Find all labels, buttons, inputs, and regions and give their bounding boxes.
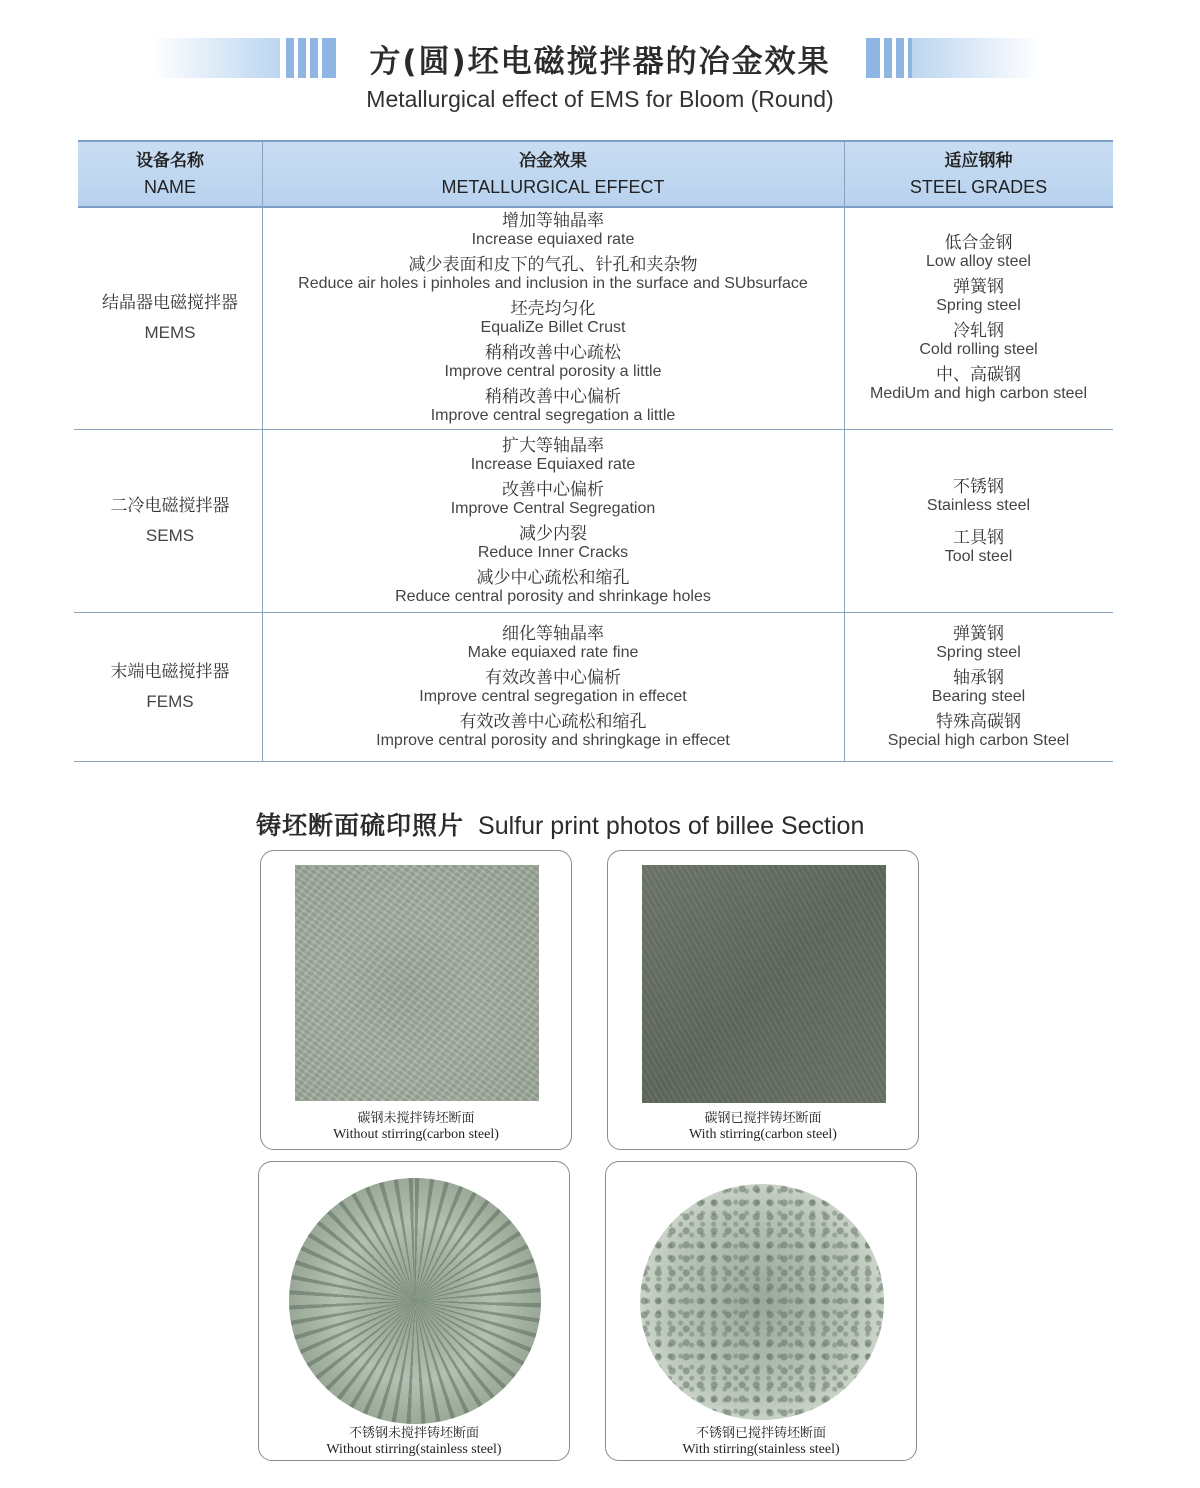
photo-caption: 碳钢已搅拌铸坯断面 With stirring(carbon steel) xyxy=(689,1111,837,1142)
row-grades-cell: 低合金钢 Low alloy steel 弹簧钢 Spring steel 冷轧钢 Cold rolling steel 中、高碳钢 MediUm and high carbon steel xyxy=(869,232,1087,402)
row-grades-cell: 弹簧钢 Spring steel 轴承钢 Bearing steel 特殊高碳钢 Special high carbon Steel xyxy=(887,624,1070,749)
header-name: 设备名称 NAME xyxy=(136,151,204,197)
table-header xyxy=(78,140,1113,208)
table-row xyxy=(78,613,1113,761)
effect-table xyxy=(78,140,1113,762)
photo-caption: 不锈钢未搅拌铸坯断面 Without stirring(stainless steel) xyxy=(326,1426,502,1457)
row-grades-cell: 不锈钢 Stainless steel 工具钢 Tool steel xyxy=(926,476,1031,565)
table-divider xyxy=(74,761,1113,762)
sulfur-print-photo xyxy=(289,1178,541,1424)
sulfur-print-photo xyxy=(640,1184,884,1420)
photo-card xyxy=(607,850,919,1150)
page-title-en: Metallurgical effect of EMS for Bloom (Round) xyxy=(366,86,834,112)
row-effect-cell: 扩大等轴晶率 Increase Equiaxed rate 改善中心偏析 Improve Central Segregation 减少内裂 Reduce Inner Cracks 减少中心疏松和缩孔 Reduce central porosity and shrinkage holes xyxy=(395,436,711,605)
photos-section-title: 铸坯断面硫印照片 Sulfur print photos of billee Section xyxy=(256,811,865,840)
row-effect-cell: 细化等轴晶率 Make equiaxed rate fine 有效改善中心偏析 Improve central segregation in effecet 有效改善中心疏松和缩孔 Improve central porosity and shringkage in effecet xyxy=(376,624,730,749)
table-row xyxy=(78,430,1113,612)
page-header xyxy=(0,30,1200,120)
photo-caption: 碳钢未搅拌铸坯断面 Without stirring(carbon steel) xyxy=(333,1111,499,1142)
sulfur-print-photo xyxy=(295,865,539,1101)
table-row xyxy=(78,206,1113,429)
page-title-cn: 方(圆)坯电磁搅拌器的冶金效果 xyxy=(369,44,831,80)
photo-card xyxy=(258,1161,570,1461)
row-effect-cell: 增加等轴晶率 Increase equiaxed rate 减少表面和皮下的气孔、针孔和夹杂物 Reduce air holes i pinholes and inclusion in the surface and SUbsurface 坯壳均匀化 EqualiZe Billet Crust 稍稍改善中心疏松 Improve central porosity a little 稍稍改善中心偏析 Improve central segregation a little xyxy=(298,210,808,424)
header-effect: 冶金效果 METALLURGICAL EFFECT xyxy=(441,151,665,197)
header-grades: 适应钢种 STEEL GRADES xyxy=(909,151,1048,197)
sulfur-print-photo xyxy=(642,865,886,1103)
photo-caption: 不锈钢已搅拌铸坯断面 With stirring(stainless steel) xyxy=(682,1426,840,1457)
row-name-cell: 末端电磁搅拌器 FEMS xyxy=(110,662,230,711)
row-name-cell: 结晶器电磁搅拌器 MEMS xyxy=(102,292,238,342)
row-name-cell: 二冷电磁搅拌器 SEMS xyxy=(110,496,230,545)
photo-card xyxy=(260,850,572,1150)
photo-card xyxy=(605,1161,917,1461)
